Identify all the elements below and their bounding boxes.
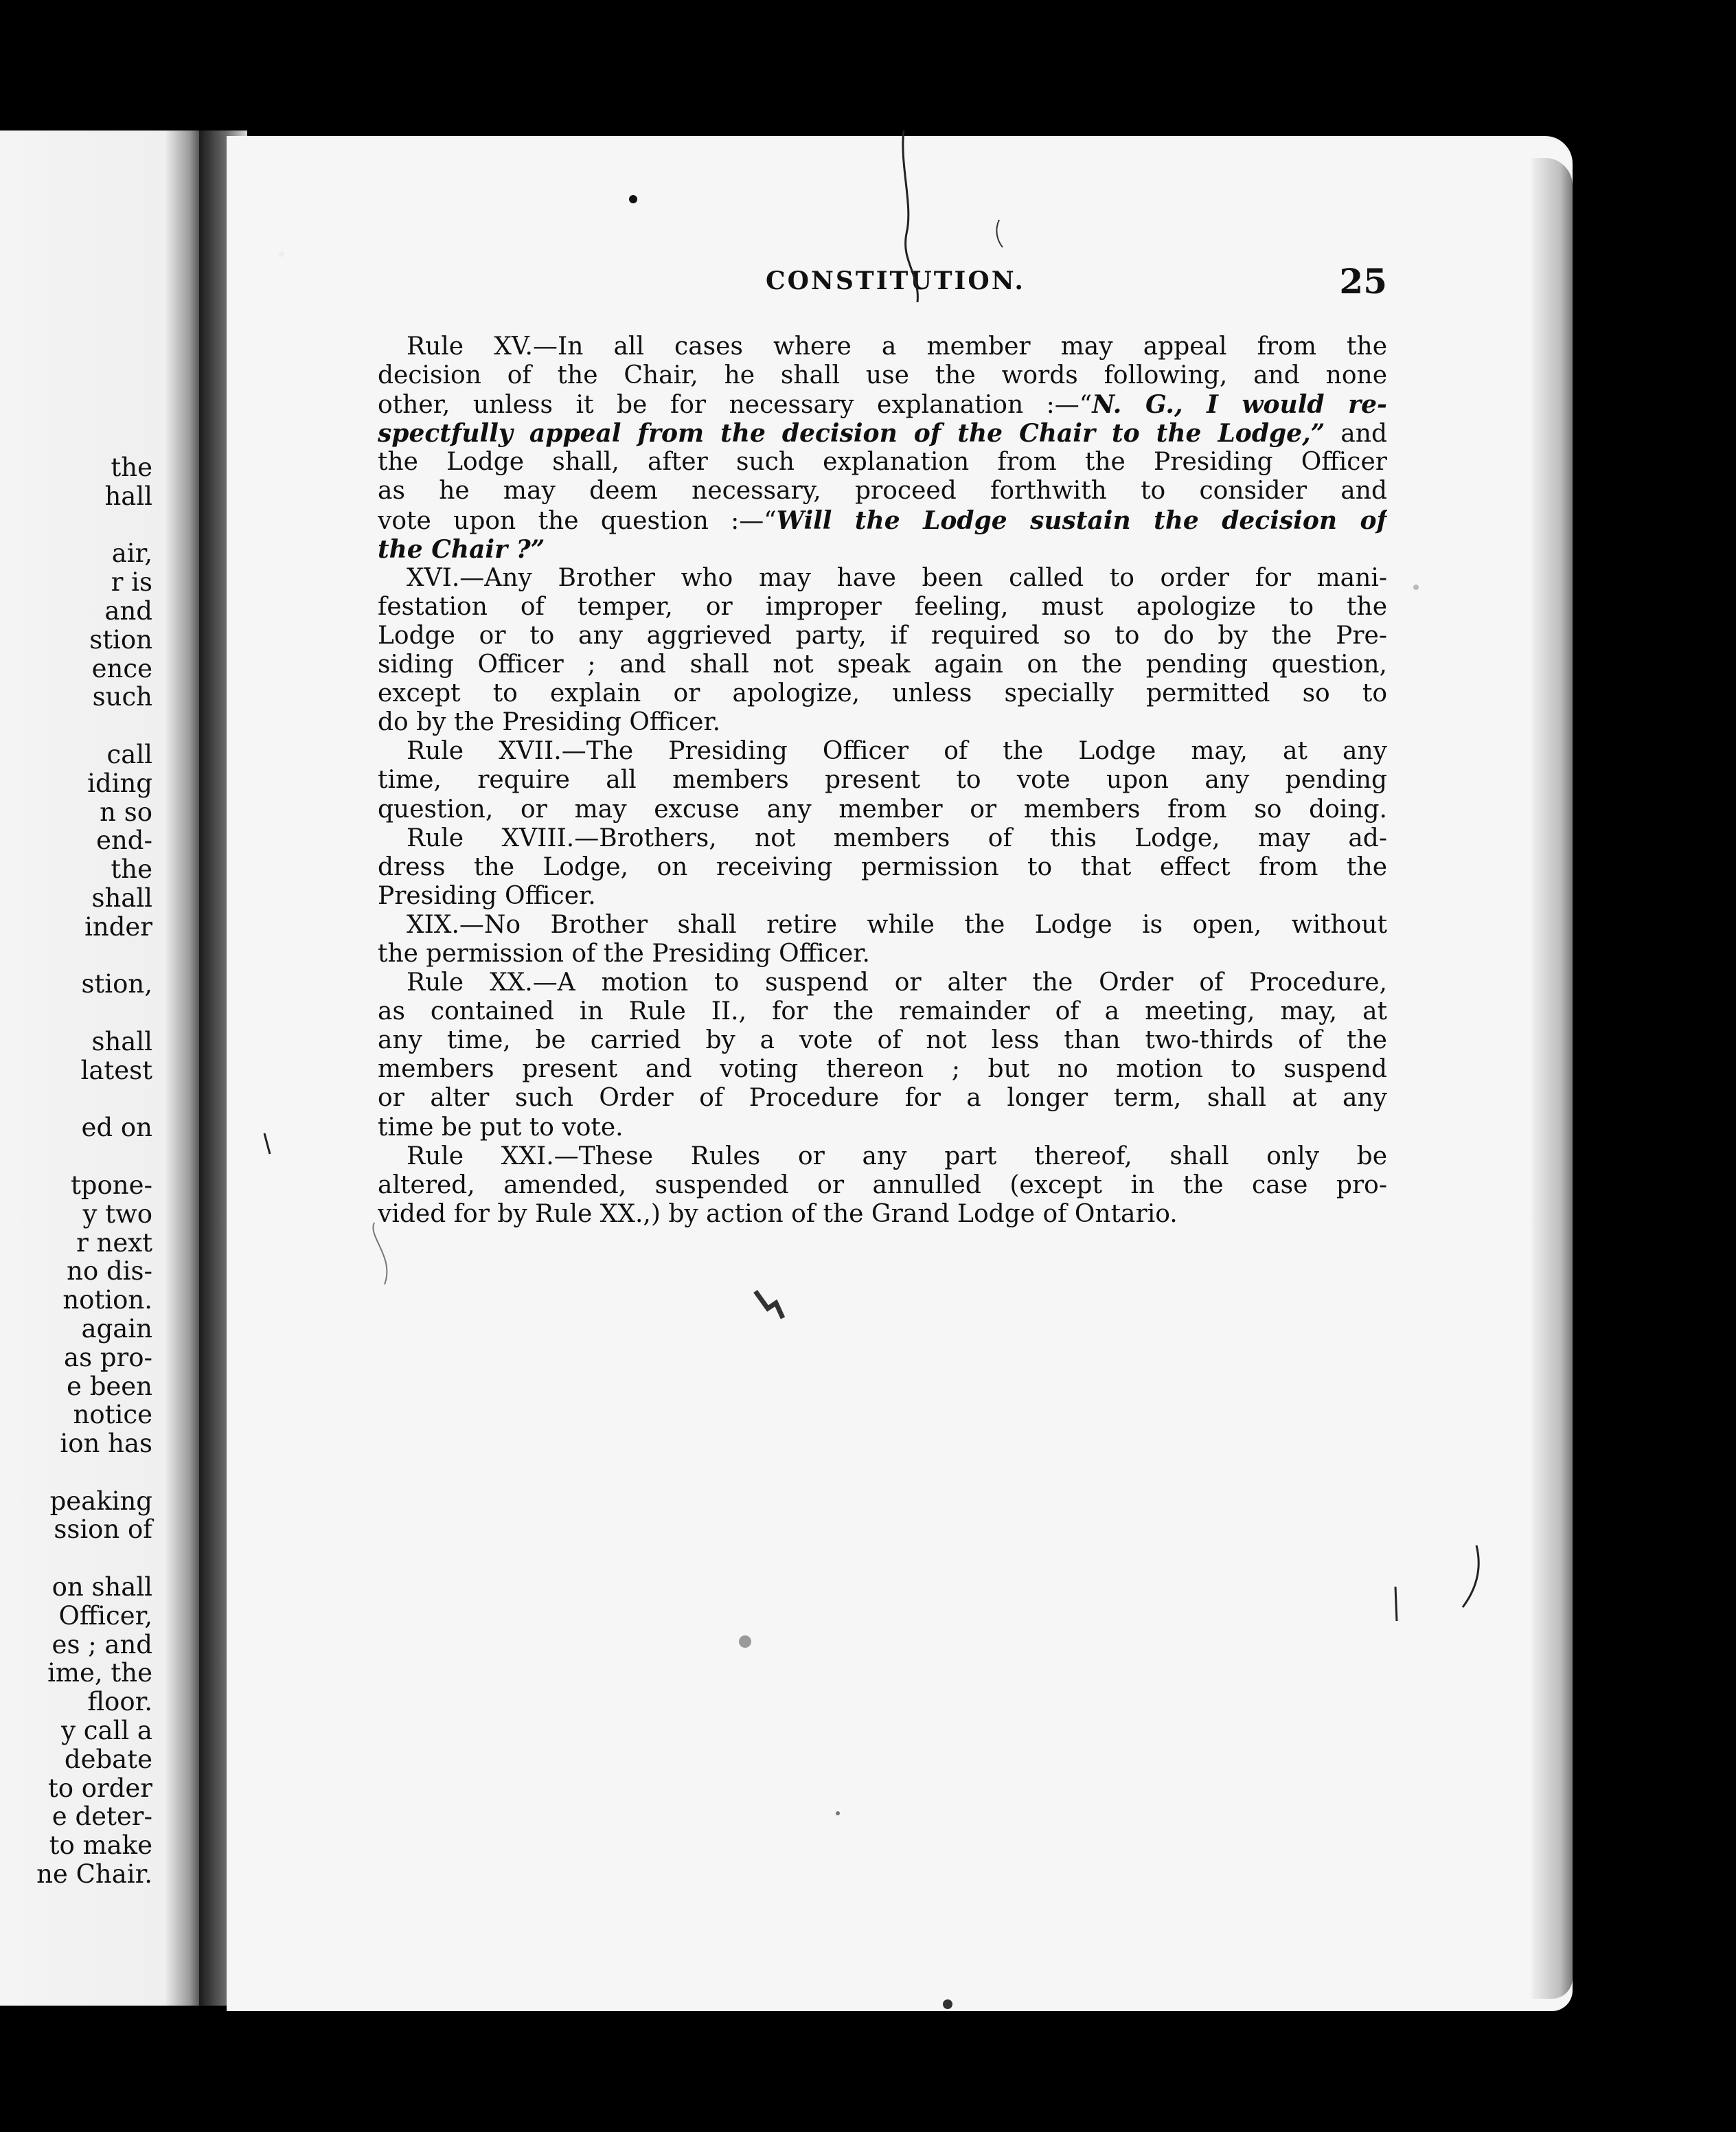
text-segment: time, require all members present to vote upon any pending — [378, 766, 1387, 795]
text-segment: decision of the Chair, he shall use the words following, and none — [378, 361, 1387, 390]
text-segment: Rule XXI.—These Rules or any part thereof, shall only be — [407, 1142, 1387, 1170]
facing-page-line: ssion of — [54, 1515, 152, 1545]
facing-page-line: no dis- — [67, 1256, 152, 1286]
facing-page-line: ion has — [60, 1429, 152, 1459]
text-segment: question, or may excuse any member or members from so doing. — [378, 795, 1387, 824]
text-segment: siding Officer ; and shall not speak again on the pending question, — [378, 650, 1387, 679]
facing-page-line: air, — [111, 538, 152, 569]
facing-page-line: to make — [49, 1830, 152, 1861]
facing-page-line: iding — [87, 768, 152, 798]
facing-page-line: call — [106, 739, 152, 769]
page-number: 25 — [1339, 261, 1387, 302]
italic-quote: the Chair ?” — [378, 534, 545, 564]
facing-page-line: and — [104, 596, 152, 626]
italic-quote: spectfully appeal from the decision of the Chair to the Lodge,” — [378, 419, 1325, 449]
text-segment: XIX.—No Brother shall retire while the Lodge is open, without — [407, 910, 1387, 939]
running-head: CONSTITUTION. — [766, 266, 1025, 295]
text-segment: Presiding Officer. — [378, 881, 596, 910]
text-segment: Rule XVIII.—Brothers, not members of this Lodge, may ad- — [407, 824, 1387, 852]
facing-page-line: ime, the — [47, 1658, 152, 1688]
facing-page-line: hall — [104, 481, 152, 511]
facing-page-line: peaking — [49, 1486, 152, 1516]
facing-page-line: ed on — [81, 1113, 152, 1143]
facing-page-line: the — [111, 854, 152, 885]
text-segment: Rule XVII.—The Presiding Officer of the Lodge may, at any — [407, 737, 1387, 766]
text-segment: festation of temper, or improper feeling, must apologize to the — [378, 592, 1387, 621]
facing-page-line: n so — [100, 797, 152, 827]
text-segment: any time, be carried by a vote of not less than two-thirds of the — [378, 1026, 1387, 1055]
italic-quote: N. G., I would re- — [1092, 390, 1387, 420]
facing-page-line: notion. — [62, 1285, 152, 1315]
text-segment: XVI.—Any Brother who may have been called to order for mani- — [407, 563, 1387, 592]
text-segment: dress the Lodge, on receiving permission to that effect from the — [378, 852, 1387, 881]
facing-page-line: y call a — [61, 1716, 152, 1746]
text-segment: as he may deem necessary, proceed forthwith to consider and — [378, 477, 1387, 506]
facing-page-line: ne Chair. — [36, 1859, 152, 1890]
facing-page-line: shall — [91, 883, 152, 913]
text-segment: members present and voting thereon ; but no motion to suspend — [378, 1055, 1387, 1084]
facing-page-line: inder — [84, 911, 152, 942]
text-segment: the permission of the Presiding Officer. — [378, 939, 870, 968]
facing-page-line: r is — [111, 567, 152, 598]
text-segment: altered, amended, suspended or annulled (except in the case pro- — [378, 1170, 1387, 1199]
text-segment: and — [1325, 420, 1387, 449]
text-segment: vote upon the question :—“ — [378, 506, 777, 535]
facing-page-line: again — [81, 1313, 152, 1343]
facing-page-line: to order — [47, 1773, 152, 1803]
text-segment: do by the Presiding Officer. — [378, 708, 721, 737]
text-segment: Rule XX.—A motion to suspend or alter the Order of Procedure, — [407, 968, 1387, 997]
facing-page-line: ence — [91, 653, 152, 683]
facing-page-line: latest — [80, 1055, 152, 1085]
text-segment: Lodge or to any aggrieved party, if required so to do by the Pre- — [378, 621, 1387, 650]
facing-page-line: e been — [67, 1371, 152, 1401]
facing-page-line: stion — [89, 624, 152, 655]
text-segment: the Lodge shall, after such explanation from the Presiding Officer — [378, 448, 1387, 477]
facing-page-line: on shall — [52, 1572, 152, 1602]
facing-page-line: tpone- — [70, 1170, 152, 1200]
facing-page-line: es ; and — [52, 1629, 152, 1659]
facing-page-line: r next — [76, 1227, 152, 1258]
facing-page-line: end- — [96, 826, 152, 856]
text-segment: or alter such Order of Procedure for a longer term, shall at any — [378, 1084, 1387, 1113]
text-segment: other, unless it be for necessary explanation :—“ — [378, 391, 1093, 420]
text-segment: vided for by Rule XX.,) by action of the Grand Lodge of Ontario. — [378, 1199, 1178, 1228]
facing-page-line: y two — [82, 1199, 152, 1229]
facing-page-line: notice — [73, 1400, 152, 1430]
facing-page-line: debate — [64, 1744, 152, 1774]
facing-page-line: Officer, — [58, 1600, 152, 1631]
facing-page-line: shall — [91, 1026, 152, 1056]
facing-page-line: floor. — [87, 1687, 152, 1717]
facing-page-line: such — [92, 682, 152, 712]
facing-page-line: e deter- — [52, 1802, 152, 1832]
italic-quote: Will the Lodge sustain the decision of — [776, 506, 1387, 535]
facing-page-line: stion, — [81, 969, 152, 999]
facing-page-line: the — [111, 453, 152, 482]
text-segment: as contained in Rule II., for the remainder of a meeting, may, at — [378, 997, 1387, 1026]
text-segment: Rule XV.—In all cases where a member may appeal from the — [407, 332, 1387, 361]
facing-page-line: as pro- — [64, 1342, 152, 1372]
text-segment: time be put to vote. — [378, 1113, 624, 1142]
text-segment: except to explain or apologize, unless specially permitted so to — [378, 679, 1387, 708]
